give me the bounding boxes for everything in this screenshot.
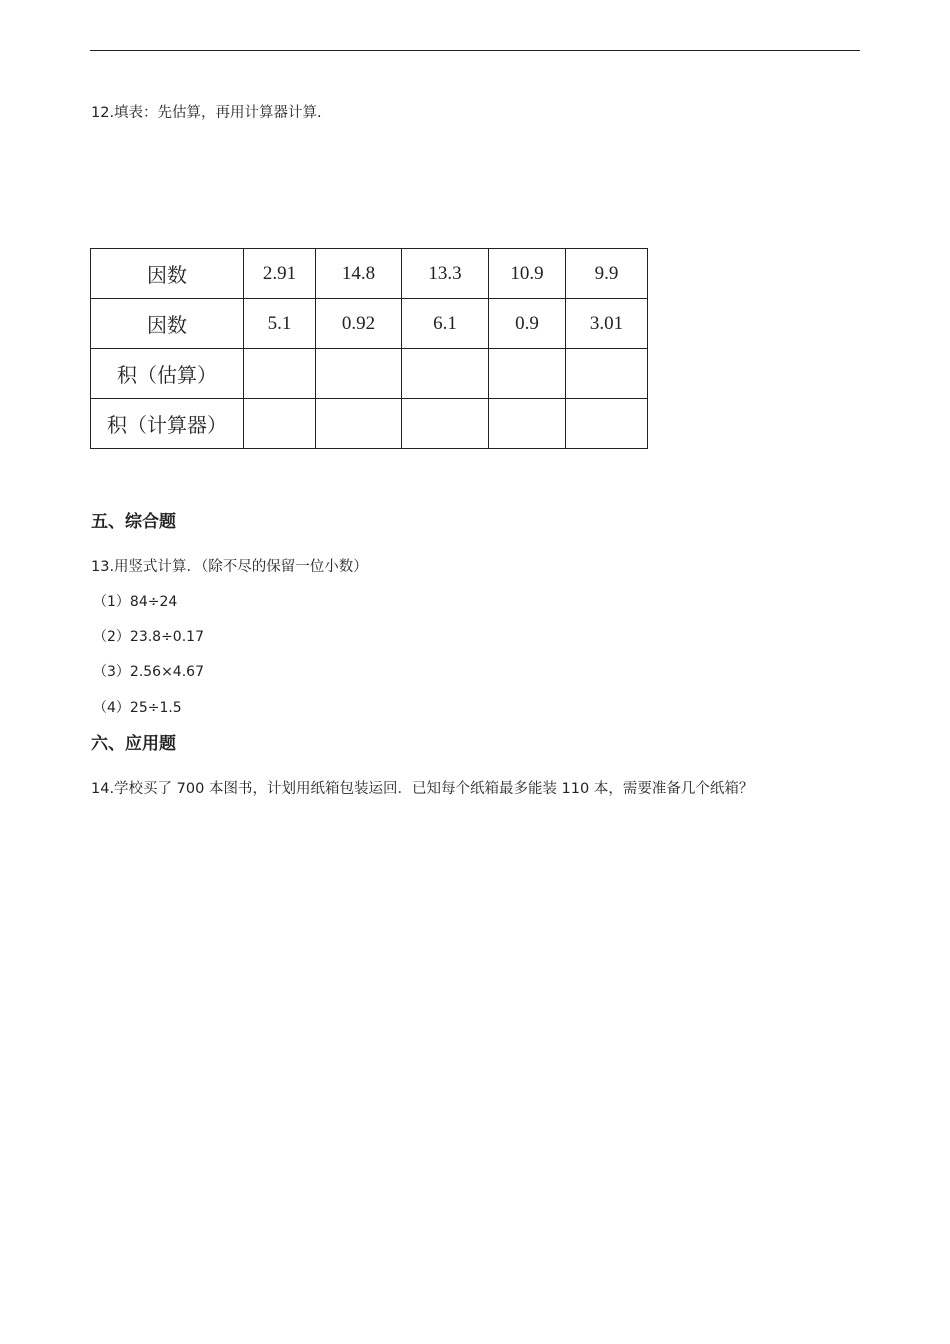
answer-cell[interactable] [244,399,316,449]
table-row [91,349,648,399]
section-6-heading: 六、应用题 [91,734,176,754]
answer-cell[interactable] [489,349,566,399]
question-13-item-1: （1）84÷24 [93,594,178,610]
question-12-text: 12.填表：先估算，再用计算器计算. [91,105,322,121]
answer-cell[interactable] [566,349,648,399]
table-row [91,399,648,449]
answer-cell[interactable] [566,399,648,449]
question-13-item-3: （3）2.56×4.67 [93,664,204,680]
row-label: 积（估算） [91,349,244,399]
table-row [91,299,648,349]
table-cell: 9.9 [566,249,648,299]
question-14-text: 14.学校买了 700 本图书，计划用纸箱包装运回．已知每个纸箱最多能装 110 本，需要准备几个纸箱？ [91,781,754,797]
table-cell: 13.3 [402,249,489,299]
section-5-heading: 五、综合题 [91,512,176,532]
table-cell: 5.1 [244,299,316,349]
table-cell: 3.01 [566,299,648,349]
table-cell: 0.92 [316,299,402,349]
row-label: 积（计算器） [91,399,244,449]
answer-cell[interactable] [316,399,402,449]
table-cell: 0.9 [489,299,566,349]
question-13-item-2: （2）23.8÷0.17 [93,629,204,645]
table-cell: 14.8 [316,249,402,299]
row-label: 因数 [91,299,244,349]
question-13-item-4: （4）25÷1.5 [93,700,182,716]
answer-cell[interactable] [244,349,316,399]
answer-cell[interactable] [402,399,489,449]
factor-product-table [90,248,648,449]
row-label: 因数 [91,249,244,299]
answer-cell[interactable] [402,349,489,399]
table-cell: 2.91 [244,249,316,299]
question-13-text: 13.用竖式计算．（除不尽的保留一位小数） [91,559,368,575]
table-cell: 10.9 [489,249,566,299]
header-rule [90,50,860,51]
table-row [91,249,648,299]
table-cell: 6.1 [402,299,489,349]
answer-cell[interactable] [489,399,566,449]
answer-cell[interactable] [316,349,402,399]
